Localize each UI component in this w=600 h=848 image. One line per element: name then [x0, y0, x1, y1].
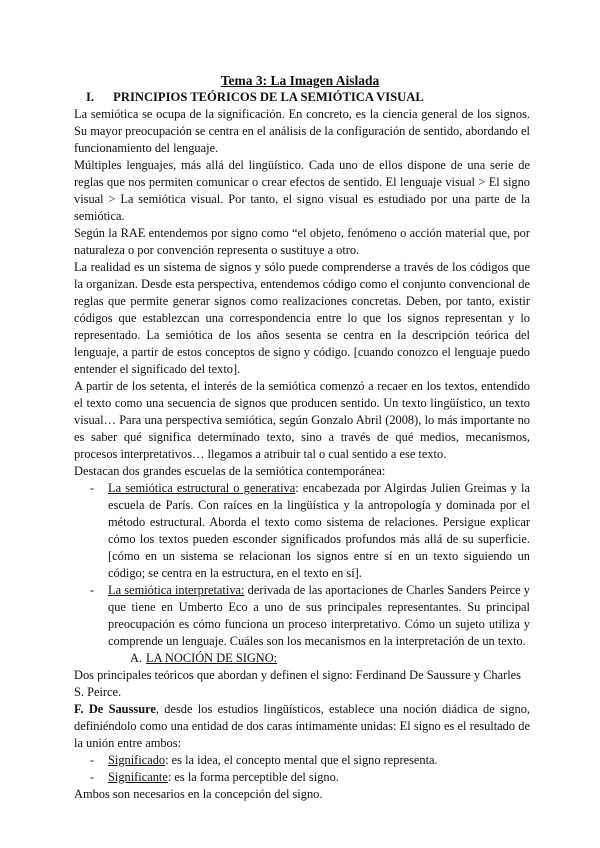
- paragraph-text: , desde los estudios lingüísticos, establece una noción diádica de signo, definiéndolo como una entidad de dos caras íntimamente unidas: El signo es el resultado de la unión entre ambos:: [74, 702, 530, 750]
- list-item-term: La semiótica estructural o generativa: [108, 481, 296, 495]
- list-item-term: La semiótica interpretativa:: [108, 583, 245, 597]
- paragraph: [74, 701, 530, 752]
- saussure-list: [74, 752, 530, 786]
- list-dash: -: [90, 481, 95, 495]
- list-dash: -: [90, 770, 95, 784]
- section-heading: [86, 89, 424, 106]
- list-item: [74, 582, 530, 650]
- list-item-term: Significante: [108, 770, 168, 784]
- section-number: I.: [86, 90, 95, 104]
- subsection-heading: [74, 650, 530, 667]
- list-item: [74, 752, 530, 769]
- paragraph: Destacan dos grandes escuelas de la semiótica contemporánea:: [74, 464, 386, 478]
- list-dash: -: [90, 583, 95, 597]
- section-title: PRINCIPIOS TEÓRICOS DE LA SEMIÓTICA VISUAL: [113, 90, 424, 104]
- paragraph: Múltiples lenguajes, más allá del lingüístico. Cada uno de ellos dispone de una serie de reglas que nos permiten comunicar o crear efectos de sentido. El lenguaje visual > El signo visual > La semiótica visual. Por tanto, el signo visual es estudiado por una parte de la semiótica.: [74, 158, 530, 223]
- paragraph: La realidad es un sistema de signos y sólo puede comprenderse a través de los códigos que la organizan. Desde esta perspectiva, entendemos código como el conjunto convencional de reglas que permite generar signos como realizaciones concretas. Deben, por tanto, existir códigos que establezcan una correspondencia entre lo que los signos representan y lo representado. La semiótica de los años sesenta se centra en la descripción teórica del lenguaje, a partir de estos conceptos de signo y código. [cuando conozco el lenguaje puedo entender el significado del texto].: [74, 260, 530, 376]
- document-title: Tema 3: La Imagen Aislada: [220, 73, 380, 88]
- list-item-text: : es la forma perceptible del signo.: [167, 770, 339, 784]
- paragraph: Según la RAE entendemos por signo como “el objeto, fenómeno o acción material que, por naturaleza o por convención representa o sustituye a otro.: [74, 226, 530, 257]
- list-item-text: : es la idea, el concepto mental que el signo representa.: [165, 753, 438, 767]
- paragraph: Dos principales teóricos que abordan y definen el signo: Ferdinand De Saussure y Charles S. Peirce.: [74, 668, 521, 699]
- list-item: [74, 480, 530, 582]
- paragraph: A partir de los setenta, el interés de la semiótica comenzó a recaer en los textos, entendido el texto como una secuencia de signos que producen sentido. Un texto lingüístico, un texto visual… Para una perspectiva semiótica, según Gonzalo Abril (2008), lo más importante no es saber qué significa determinado texto, sino a través de qué medios, mecanismos, procesos interpretativos… llegamos a atribuir tal o cual sentido a ese texto.: [74, 379, 530, 461]
- schools-list: [74, 480, 530, 650]
- subsection-title: LA NOCIÓN DE SIGNO:: [146, 651, 278, 665]
- paragraph: Ambos son necesarios en la concepción del signo.: [74, 787, 323, 801]
- author-name: F. De Saussure: [74, 702, 156, 716]
- paragraph: La semiótica se ocupa de la significación. En concreto, es la ciencia general de los signos. Su mayor preocupación se centra en el análisis de la configuración de sentido, abordando el funcionamiento del lenguaje.: [74, 107, 530, 155]
- list-item-text: derivada de las aportaciones de Charles Sanders Peirce y que tiene en Umberto Eco a uno de sus principales representantes. Su principal preocupación es cómo funciona un proceso interpretativo. Cómo un sujeto utiliza y comprende un lenguaje. Cuáles son los mecanismos en la interpretación de un texto.: [108, 583, 530, 648]
- list-item-term: Significado: [108, 753, 166, 767]
- subsection-letter: A.: [130, 651, 143, 665]
- list-dash: -: [90, 753, 95, 767]
- list-item: [74, 769, 530, 786]
- body-text: [74, 106, 530, 803]
- list-item-text: : encabezada por Algirdas Julien Greimas y la escuela de París. Con raíces en la lingüística y la antropología y dominada por el método estructural. Aborda el texto como sistema de relaciones. Persigue explicar cómo los textos pueden esconder significados profundos más allá de su superficie. [cómo en un sistema se relacionan los signos entre sí en un texto siguiendo un código; se centra en la estructura, en el texto en sí].: [108, 481, 530, 580]
